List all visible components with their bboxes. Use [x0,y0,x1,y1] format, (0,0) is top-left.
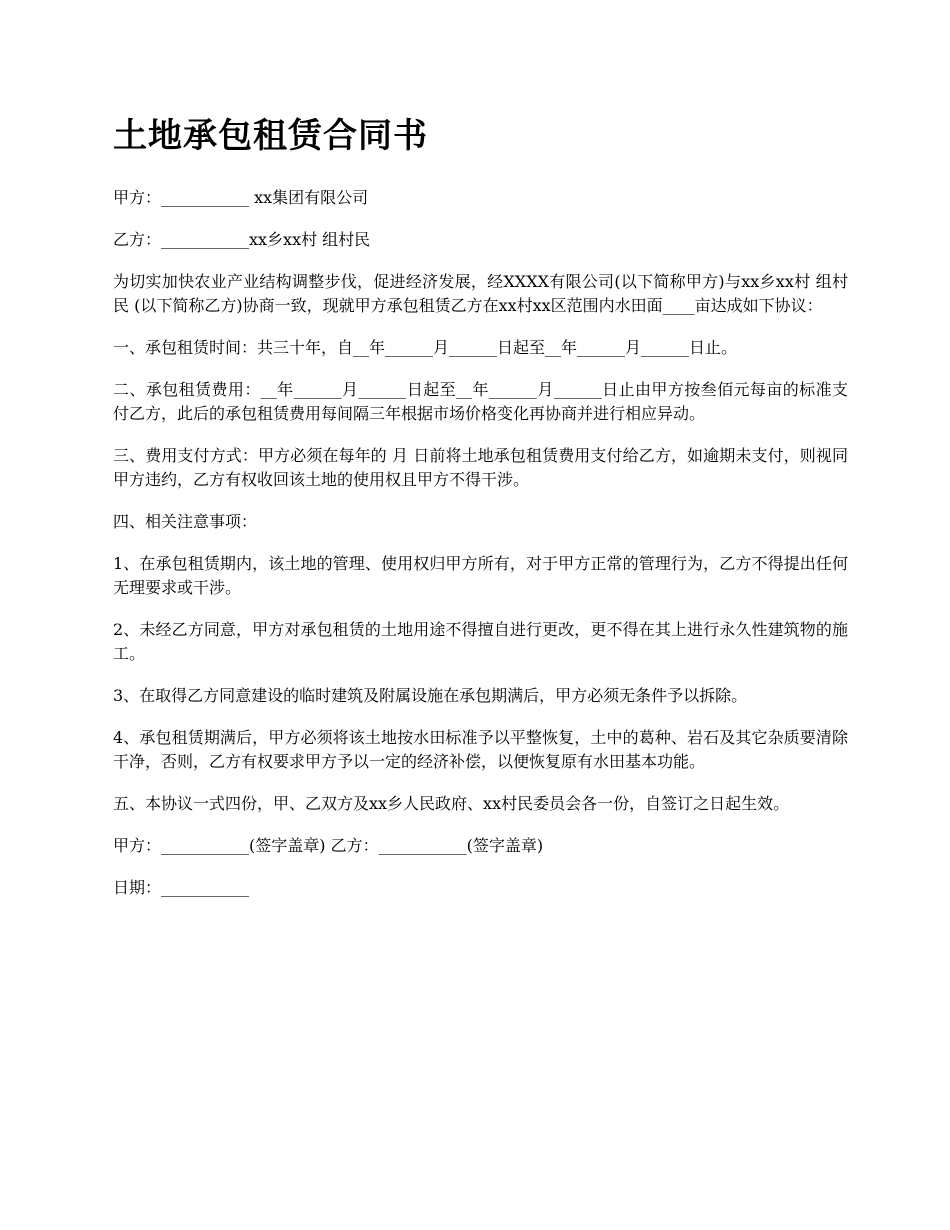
clause-lease-fee: 二、承包租赁费用：__年______月______日起至__年______月______日止由甲方按叁佰元每亩的标准支付乙方，此后的承包租赁费用每间隔三年根据市场价格变化再协商并进行相应异动。 [113,380,848,423]
document-title: 土地承包租赁合同书 [113,116,428,156]
signature-line: 甲方：___________(签字盖章) 乙方：___________(签字盖章) [113,836,544,855]
clause-copies: 五、本协议一式四份，甲、乙双方及xx乡人民政府、xx村民委员会各一份，自签订之日起生效。 [113,794,790,813]
notes-item-2: 2、未经乙方同意，甲方对承包租赁的土地用途不得擅自进行更改，更不得在其上进行永久性建筑物的施工。 [113,620,848,663]
clause-notes-heading: 四、相关注意事项： [113,512,258,531]
intro-paragraph: 为切实加快农业产业结构调整步伐，促进经济发展，经XXXX有限公司(以下简称甲方)与xx乡xx村 组村民 (以下简称乙方)协商一致，现就甲方承包租赁乙方在xx村xx区范围内水田面____亩达成如下协议： [113,272,848,315]
clause-lease-term: 一、承包租赁时间：共三十年，自__年______月______日起至__年______月______日止。 [113,338,738,357]
notes-item-3: 3、在取得乙方同意建设的临时建筑及附属设施在承包期满后，甲方必须无条件予以拆除。 [113,686,748,705]
notes-item-1: 1、在承包租赁期内，该土地的管理、使用权归甲方所有，对于甲方正常的管理行为，乙方不得提出任何无理要求或干涉。 [113,554,848,597]
clause-payment-method: 三、费用支付方式：甲方必须在每年的 月 日前将土地承包租赁费用支付给乙方，如逾期未支付，则视同甲方违约，乙方有权收回该土地的使用权且甲方不得干涉。 [113,446,848,489]
date-line: 日期：___________ [113,878,250,897]
notes-item-4: 4、承包租赁期满后，甲方必须将该土地按水田标准予以平整恢复，土中的葛种、岩石及其它杂质要清除干净，否则，乙方有权要求甲方予以一定的经济补偿，以便恢复原有水田基本功能。 [113,728,848,771]
contract-page [113,112,848,918]
party-b-line: 乙方：___________xx乡xx村 组村民 [113,230,371,249]
party-a-line: 甲方：___________ xx集团有限公司 [113,188,369,207]
